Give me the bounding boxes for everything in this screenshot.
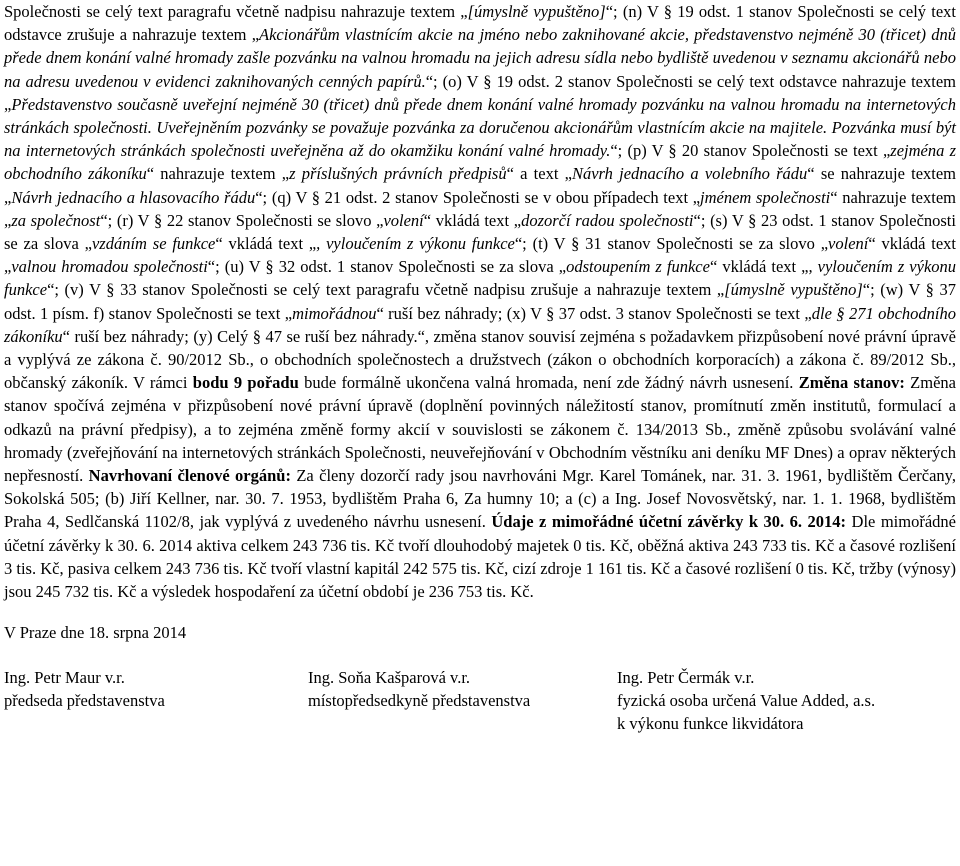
text-run: “ ruší bez náhrady; (x) V § 37 odst. 3 stanov Společnosti se text „ — [376, 303, 812, 323]
text-run: Dle mimořádné účetní závěrky k 30. 6. 2014 aktiva celkem 243 736 tis. Kč tvoří dlouhodobý majetek 0 tis. Kč, oběžná aktiva 243 733 tis. Kč a časové rozlišení 3 tis. Kč, pasiva celkem 243 736 tis. Kč tvoří vlastní kapitál 242 575 tis. Kč, cizí zdroje 1 161 tis. Kč a časové rozlišení 0 tis. Kč, tržby (výnosy) jsou 245 732 tis. Kč a výsledek hospodaření za účetní období je 236 753 tis. Kč. — [4, 512, 956, 602]
text-run: “ a text „ — [506, 164, 572, 184]
text-run: Změna stanov spočívá zejména v přizpůsobení nové právní úpravě (doplnění povinných náležitostí stanov, promítnutí změn institutů, formulací a odkazů na právní předpisy), a to zejména změně formy akcií v souvislosti se zákonem č. 134/2013 Sb., změně způsobu svolávání valné hromady (zveřejňování na internetových stránkách Společnosti, neuveřejňování v Obchodním věstníku ani deníku MF Dnes) a oprav některých nepřesností. — [4, 373, 956, 486]
text-run: “; (u) V § 32 odst. 1 stanov Společnosti se za slova „ — [207, 257, 567, 277]
quoted-text: , vyloučením z výkonu funkce — [316, 234, 515, 254]
quoted-text: jménem společnosti — [700, 187, 831, 207]
signatory-name: Ing. Petr Čermák v.r. — [617, 668, 755, 688]
text-run: “ vkládá text „ — [4, 234, 957, 277]
quoted-text: odstoupením z funkce — [566, 257, 710, 277]
signatory-role: předseda představenstva — [4, 691, 165, 711]
text-run: Za členy dozorčí rady jsou navrhováni Mgr. Karel Tománek, nar. 31. 3. 1961, bydlištěm Čerčany, Sokolská 505; (b) Jiří Kellner, nar. 30. 7. 1953, bydlištěm Praha 6, Za humny 10; a (c) a Ing. Josef Novosvětský, nar. 1. 1. 1968, bydlištěm Praha 4, Sedlčanská 1102/8, jak vyplývá z uvedeného návrhu usnesení. — [4, 466, 956, 532]
text-run: “; (w) V § 37 odst. 1 písm. f) stanov Společnosti se text „ — [4, 280, 956, 323]
text-run: Společnosti se celý text paragrafu včetně nadpisu nahrazuje textem „ — [4, 2, 468, 21]
bold-heading: Údaje z mimořádné účetní závěrky k 30. 6. 2014: — [491, 512, 847, 532]
quoted-text: valnou hromadou společnosti — [11, 257, 208, 277]
text-run: “ vkládá text „ — [709, 257, 809, 277]
quoted-text: z příslušných právních předpisů — [289, 164, 507, 184]
text-run: “; (o) V § 19 odst. 2 stanov Společnosti se celý text odstavce nahrazuje textem „ — [4, 71, 956, 114]
quoted-text: zejména z obchodního zákoníku — [4, 141, 956, 184]
signatory-role-line-2: k výkonu funkce likvidátora — [617, 714, 804, 734]
text-run: “; (s) V § 23 odst. 1 stanov Společnosti se za slova „ — [4, 210, 956, 254]
quoted-text: dozorčí radou společnosti — [521, 210, 694, 230]
quoted-text: dle § 271 obchodního zákoníku — [4, 303, 956, 346]
bold-heading: Navrhovaní členové orgánů: — [88, 466, 291, 486]
text-run: “; (t) V § 31 stanov Společnosti se za slovo „ — [514, 234, 829, 254]
signature-vice-chair — [308, 666, 617, 735]
signatory-name: Ing. Petr Maur v.r. — [4, 668, 125, 688]
signature-liquidator — [617, 666, 956, 735]
text-run: “ vkládá text „ — [215, 234, 317, 254]
text-run: “ ruší bez náhrady; (y) Celý § 47 se ruší bez náhrady.“, změna stanov souvisí zejména s požadavkem přizpůsobení nové právní úpravě a vyplývá ze zákona č. 90/2012 Sb., o obchodních společnostech a družstvech (zákon o obchodních korporacích) a zákona č. 89/2012 Sb., občanský zákoník. V rámci — [4, 326, 956, 393]
signatory-role: místopředsedkyně představenstva — [308, 691, 531, 711]
quoted-text: vzdáním se funkce — [91, 234, 216, 254]
text-run: “ nahrazuje textem „ — [4, 187, 956, 230]
text-run: “; (q) V § 21 odst. 2 stanov Společnosti se v obou případech text „ — [255, 187, 701, 207]
quoted-text: Návrh jednacího a hlasovacího řádu — [11, 187, 256, 207]
text-run: “ se nahrazuje textem „ — [4, 164, 957, 207]
signature-block — [4, 666, 956, 735]
quoted-text: volení — [383, 210, 424, 230]
text-run: “; (v) V § 33 stanov Společnosti se celý text paragrafu včetně nadpisu zrušuje a nahrazuje textem „ — [47, 280, 725, 300]
text-run: “ nahrazuje textem „ — [146, 164, 290, 184]
text-run: “; (n) V § 19 odst. 1 stanov Společnosti se celý text odstavce zrušuje a nahrazuje textem „ — [4, 2, 956, 45]
text-run: bude formálně ukončena valná hromada, není zde žádný návrh usnesení. — [298, 373, 799, 393]
quoted-text: Představenstvo současně uveřejní nejméně 30 (třicet) dnů přede dnem konání valné hromady pozvánku na valnou hromadu na internetových stránkách společnosti. Uveřejněním pozvánky se považuje pozvánka za doručenou akcionářům vlastnícím akcie na majitele. Pozvánka musí být na internetových stránkách společnosti uveřejněna až do okamžiku konání valné hromady. — [4, 94, 956, 161]
quoted-text: , vyloučením z výkonu funkce — [4, 257, 957, 300]
quoted-text: Návrh jednacího a volebního řádu — [571, 164, 808, 184]
quoted-text: [úmyslně vypuštěno] — [724, 280, 863, 300]
signatory-name: Ing. Soňa Kašparová v.r. — [308, 668, 471, 688]
text-run: “; (r) V § 22 stanov Společnosti se slovo „ — [100, 210, 384, 230]
text-run: “; (p) V § 20 stanov Společnosti se text „ — [610, 141, 891, 161]
quoted-text: mimořádnou — [292, 303, 377, 323]
quoted-text: Akcionářům vlastnícím akcie na jméno nebo zaknihované akcie, představenstvo nejméně 30 (třicet) dnů přede dnem konání valné hromady zašle pozvánku na valnou hromadu na jejich adresu sídla nebo bydliště uvedenou v seznamu akcionářů nebo na adresu uvedenou v evidenci zaknihovaných cenných papírů. — [4, 25, 956, 91]
quoted-text: za společnost — [11, 210, 101, 230]
text-run: “ vkládá text „ — [423, 210, 522, 230]
signatory-role: fyzická osoba určená Value Added, a.s. — [617, 691, 876, 711]
signature-chairman — [4, 666, 308, 735]
body-paragraph — [4, 0, 956, 603]
quoted-text: [úmyslně vypuštěno] — [467, 2, 606, 21]
bold-heading: Změna stanov: — [798, 373, 905, 393]
bold-heading: bodu 9 pořadu — [192, 373, 299, 393]
date-line: V Praze dne 18. srpna 2014 — [4, 623, 187, 643]
quoted-text: volení — [828, 234, 869, 254]
